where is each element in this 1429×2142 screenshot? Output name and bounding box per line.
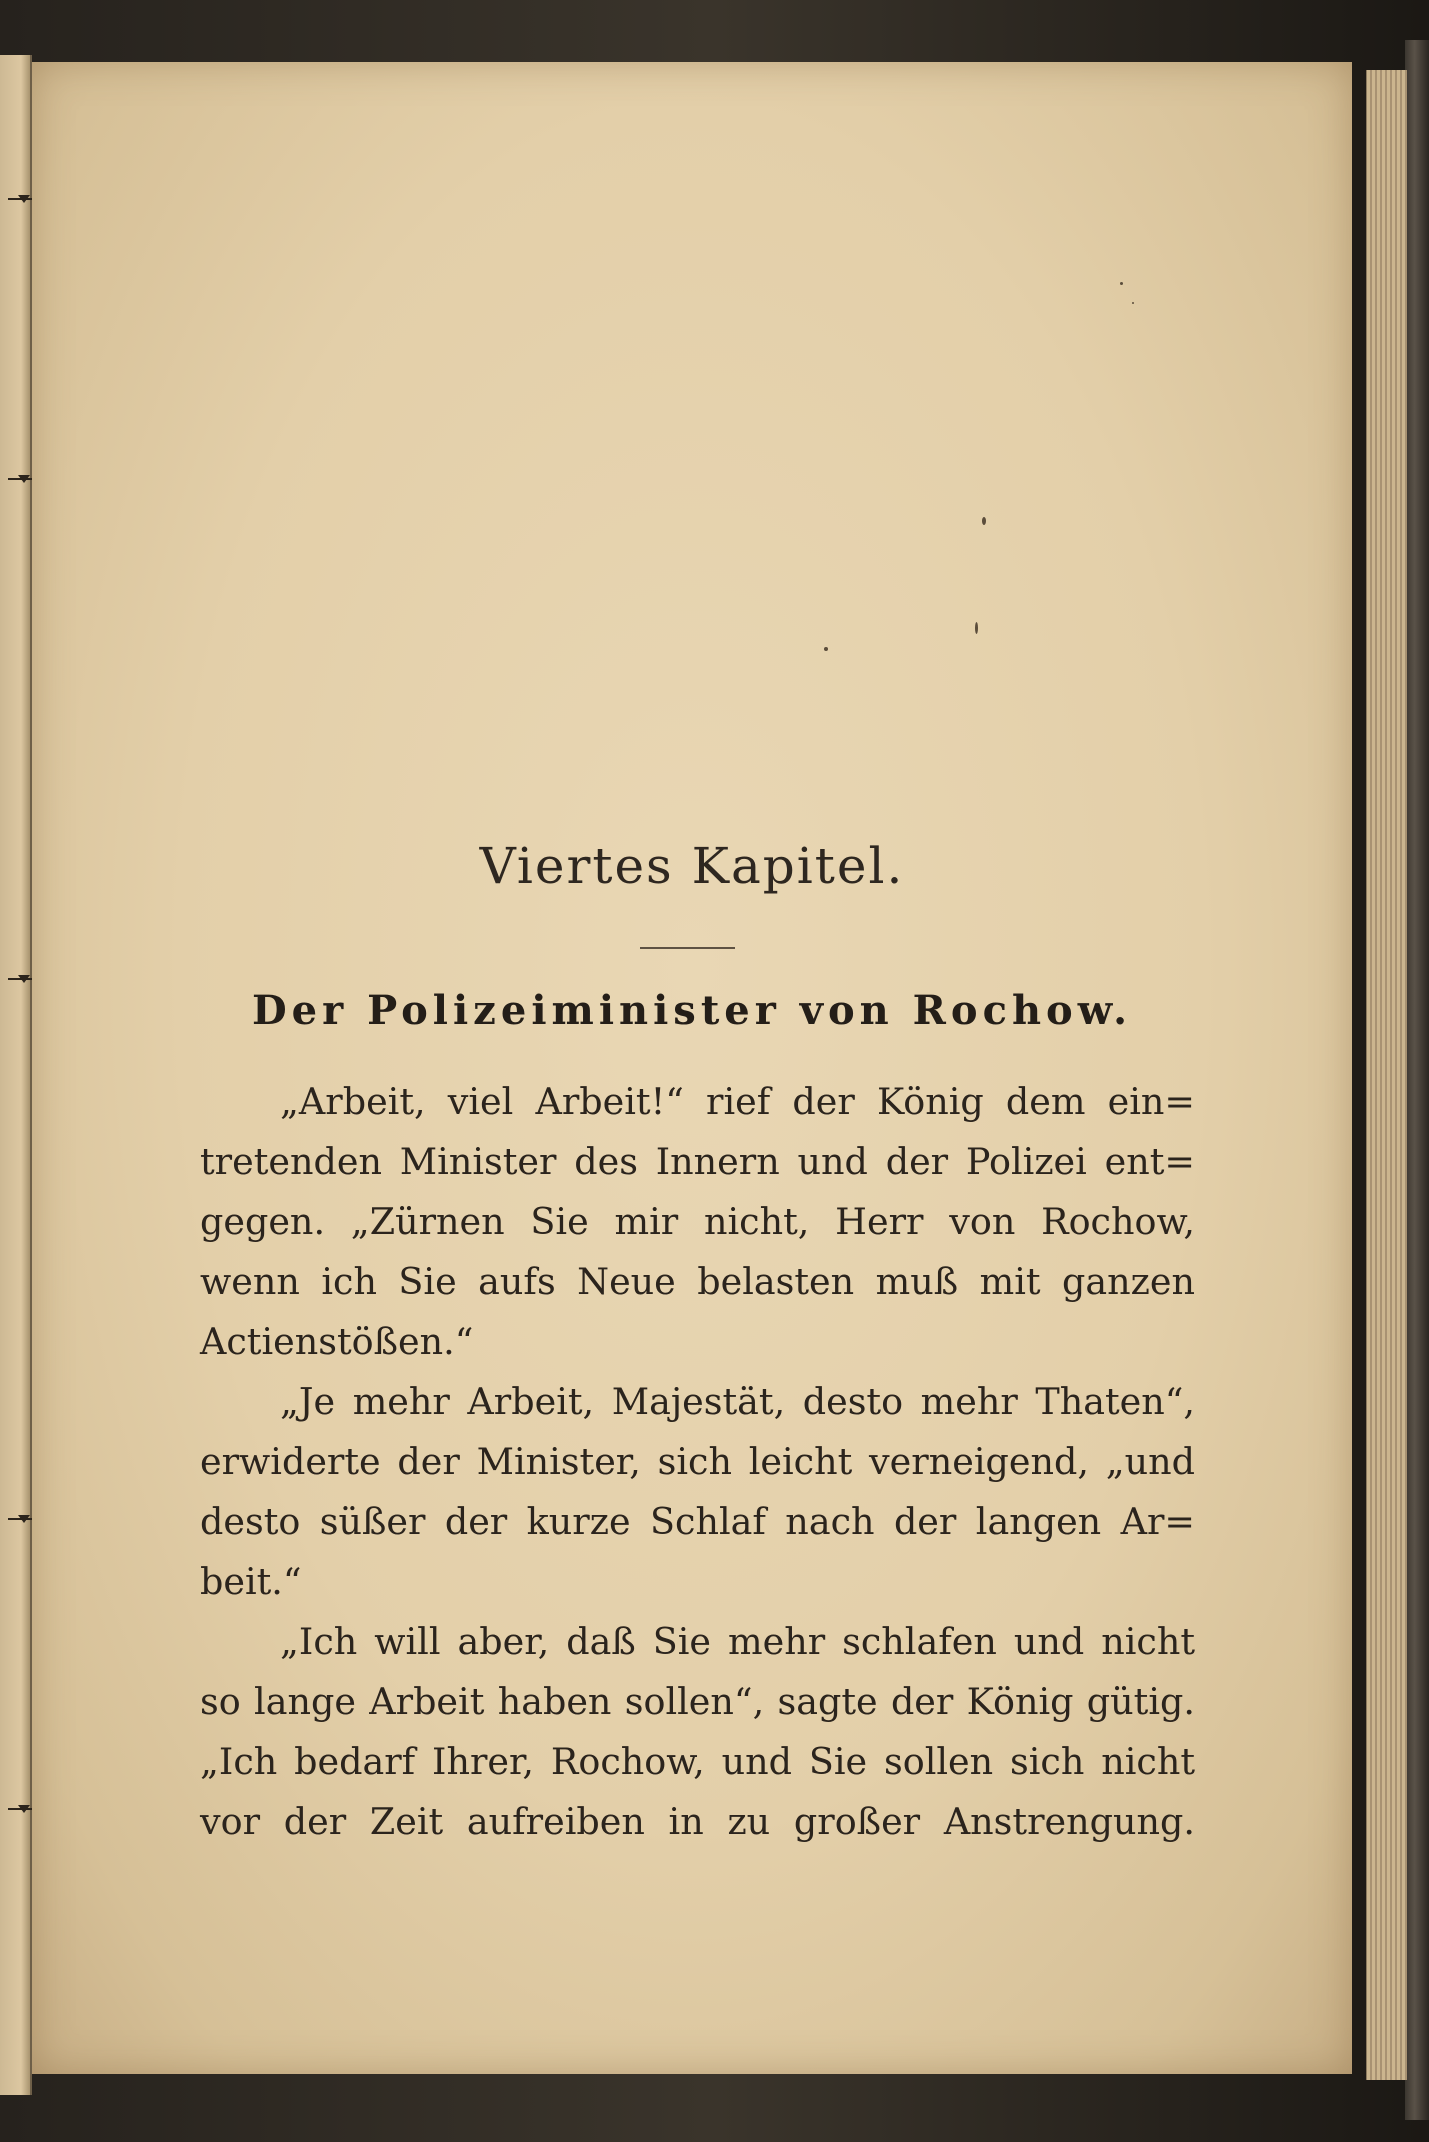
text-line: „Arbeit, viel Arbeit!“ rief der König dem ein= <box>280 1080 1195 1123</box>
book-page <box>32 62 1352 2074</box>
text-line: gegen. „Zürnen Sie mir nicht, Herr von Rochow, <box>200 1200 1195 1243</box>
paper-speck <box>824 647 828 651</box>
binding-thread-mark <box>8 1805 34 1813</box>
text-line: vor der Zeit aufreiben in zu großer Anstrengung. <box>200 1800 1195 1843</box>
book-cover-edge <box>1405 40 1429 2120</box>
text-line: wenn ich Sie aufs Neue belasten muß mit ganzen <box>200 1260 1195 1303</box>
binding-thread-mark <box>8 475 34 483</box>
text-line: erwiderte der Minister, sich leicht verneigend, „und <box>200 1440 1195 1483</box>
paragraph <box>200 1612 1195 1852</box>
paper-speck <box>982 517 986 525</box>
left-page-edge <box>0 55 32 2095</box>
paragraph <box>200 1372 1195 1612</box>
text-line: desto süßer der kurze Schlaf nach der langen Ar= <box>200 1500 1195 1543</box>
paper-speck <box>975 622 978 634</box>
text-line: tretenden Minister des Innern und der Polizei ent= <box>200 1140 1195 1183</box>
chapter-heading: Viertes Kapitel. <box>479 837 905 895</box>
binding-thread-mark <box>8 975 34 983</box>
text-line: beit.“ <box>200 1560 302 1603</box>
binding-thread-mark <box>8 1515 34 1523</box>
text-line: „Ich will aber, daß Sie mehr schlafen und nicht <box>280 1620 1195 1663</box>
paper-speck <box>1120 282 1123 285</box>
binding-thread-mark <box>8 195 34 203</box>
paragraph <box>200 1072 1195 1372</box>
heading-divider <box>640 947 735 949</box>
text-line: so lange Arbeit haben sollen“, sagte der König gütig. <box>200 1680 1195 1723</box>
chapter-subtitle: Der Polizeiminister von Rochow. <box>251 987 1133 1034</box>
text-line: „Ich bedarf Ihrer, Rochow, und Sie sollen sich nicht <box>200 1740 1195 1783</box>
text-line: „Je mehr Arbeit, Majestät, desto mehr Thaten“, <box>280 1380 1195 1423</box>
paper-speck <box>1132 302 1134 304</box>
text-line: Actienstößen.“ <box>200 1320 474 1363</box>
body-text <box>200 1072 1195 1852</box>
page-edges <box>1366 70 1407 2080</box>
